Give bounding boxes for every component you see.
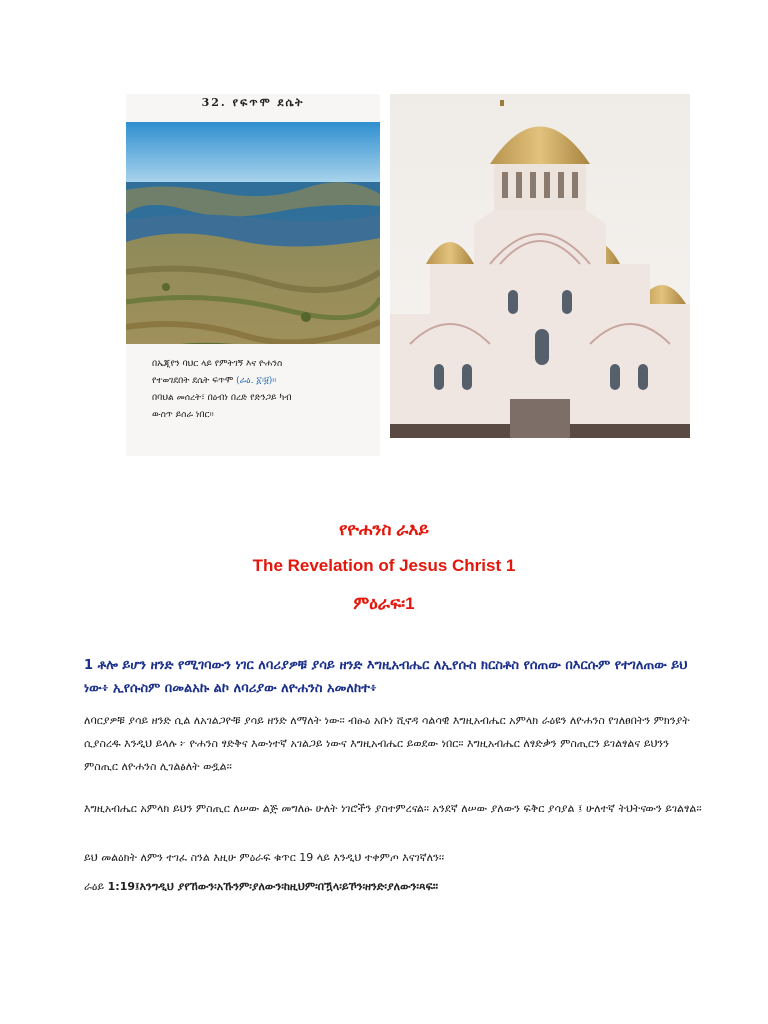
reference-number: 1:19: [107, 880, 136, 893]
commentary-paragraph-3: ይህ መልዕክት ለምን ተገፈ ስንል እዚሁ ምዕራፍ ቁጥር 19 ላይ እንዲህ ተቀምጦ እናገኛለን፡፡: [84, 851, 445, 864]
caption-box: [126, 344, 380, 456]
caption-line: ውስጥ ይሰራ ነበር፡፡: [152, 410, 214, 420]
caption-line: በባህል መሰረት፣ በዕብነ በረድ የድንጋይ ካብ: [152, 393, 292, 403]
scripture-reference: [84, 877, 704, 897]
english-title: The Revelation of Jesus Christ 1: [252, 556, 516, 575]
verse-text: ቶሎ ይሆን ዘንድ የሚገባውን ነገር ለባሪያዎቹ ያሳይ ዘንድ እግዚአብሔር ለኢየሱስ ክርስቶስ የሰጠው በእርሱም የተገለጠው ይህ ነው፥ ኢየሱስም በመልአኩ ልኮ ለባሪያው ለዮሐንስ አመለከተ፥: [84, 658, 688, 696]
cathedral-image: [390, 94, 690, 438]
caption-line: የተወገደበት ደሴት ፍጥሞ (ራዕ. ፩፡፱)፡፡: [152, 376, 277, 386]
chapter-heading: ምዕራፍ፡1: [353, 594, 415, 613]
figure-caption: [152, 356, 372, 424]
caption-reference: (ራዕ. ፩፡፱)፡፡: [236, 376, 277, 386]
commentary-paragraph-2: እግዚአብሔር አምላክ ይህን ምስጢር ለሠው ልጅ መግለፁ ሁለት ነገሮችን ያስተምረናል፡፡ አንደኛ ለሠው ያለውን ፍቅር ያሳያል ፤ ሁለተኛ ትህትናውን ይገልፃል፡፡: [84, 802, 702, 815]
patmos-figure: [126, 94, 380, 456]
verse-number: 1: [84, 658, 94, 673]
caption-line: በኤጂየን ባህር ላይ የምትገኝ እና ዮሐንስ: [152, 359, 283, 369]
verse-1: [84, 654, 704, 700]
commentary-paragraph-1: ለባርያዎቹ ያሳይ ዘንድ ሲል ለአገልጋዮቹ ያሳይ ዘንድ ለማለት ነው፡፡ ብፁዕ አቡነ ሺኖዳ ሳልሳዊ እግዚአብሔር አምላክ ራዕዩን ለዮሐንስ የገለፀበትን ምክንያት ሲያስረዱ እንዲህ ይላሉ ፦ ዮሐንስ ፃድቅና እውነተኛ አገልጋይ ነውና እግዚአብሔር ይወደው ነበር፡፡ እግዚአብሔር ለፃድቃን ምስጢርን ይገልፃልና ይህንን ምስጢር ለዮሐንስ ሊገልፅለት ወዷል፡፡: [84, 714, 690, 773]
reference-label: ራዕይ: [84, 880, 105, 893]
reference-text: ፤እንግዲህ ያየኸውን፡አኹንም፡ያለውን፡ከዚህም፡በዃላ፡ይኾን፡ዘንድ፡ያለውን፡ጻፍ።: [135, 880, 439, 893]
cathedral-photo: [390, 94, 690, 438]
amharic-title: የዮሐንስ ራእይ: [339, 520, 429, 539]
figure-title: 32. የፍጥሞ ደሴት: [201, 96, 305, 109]
